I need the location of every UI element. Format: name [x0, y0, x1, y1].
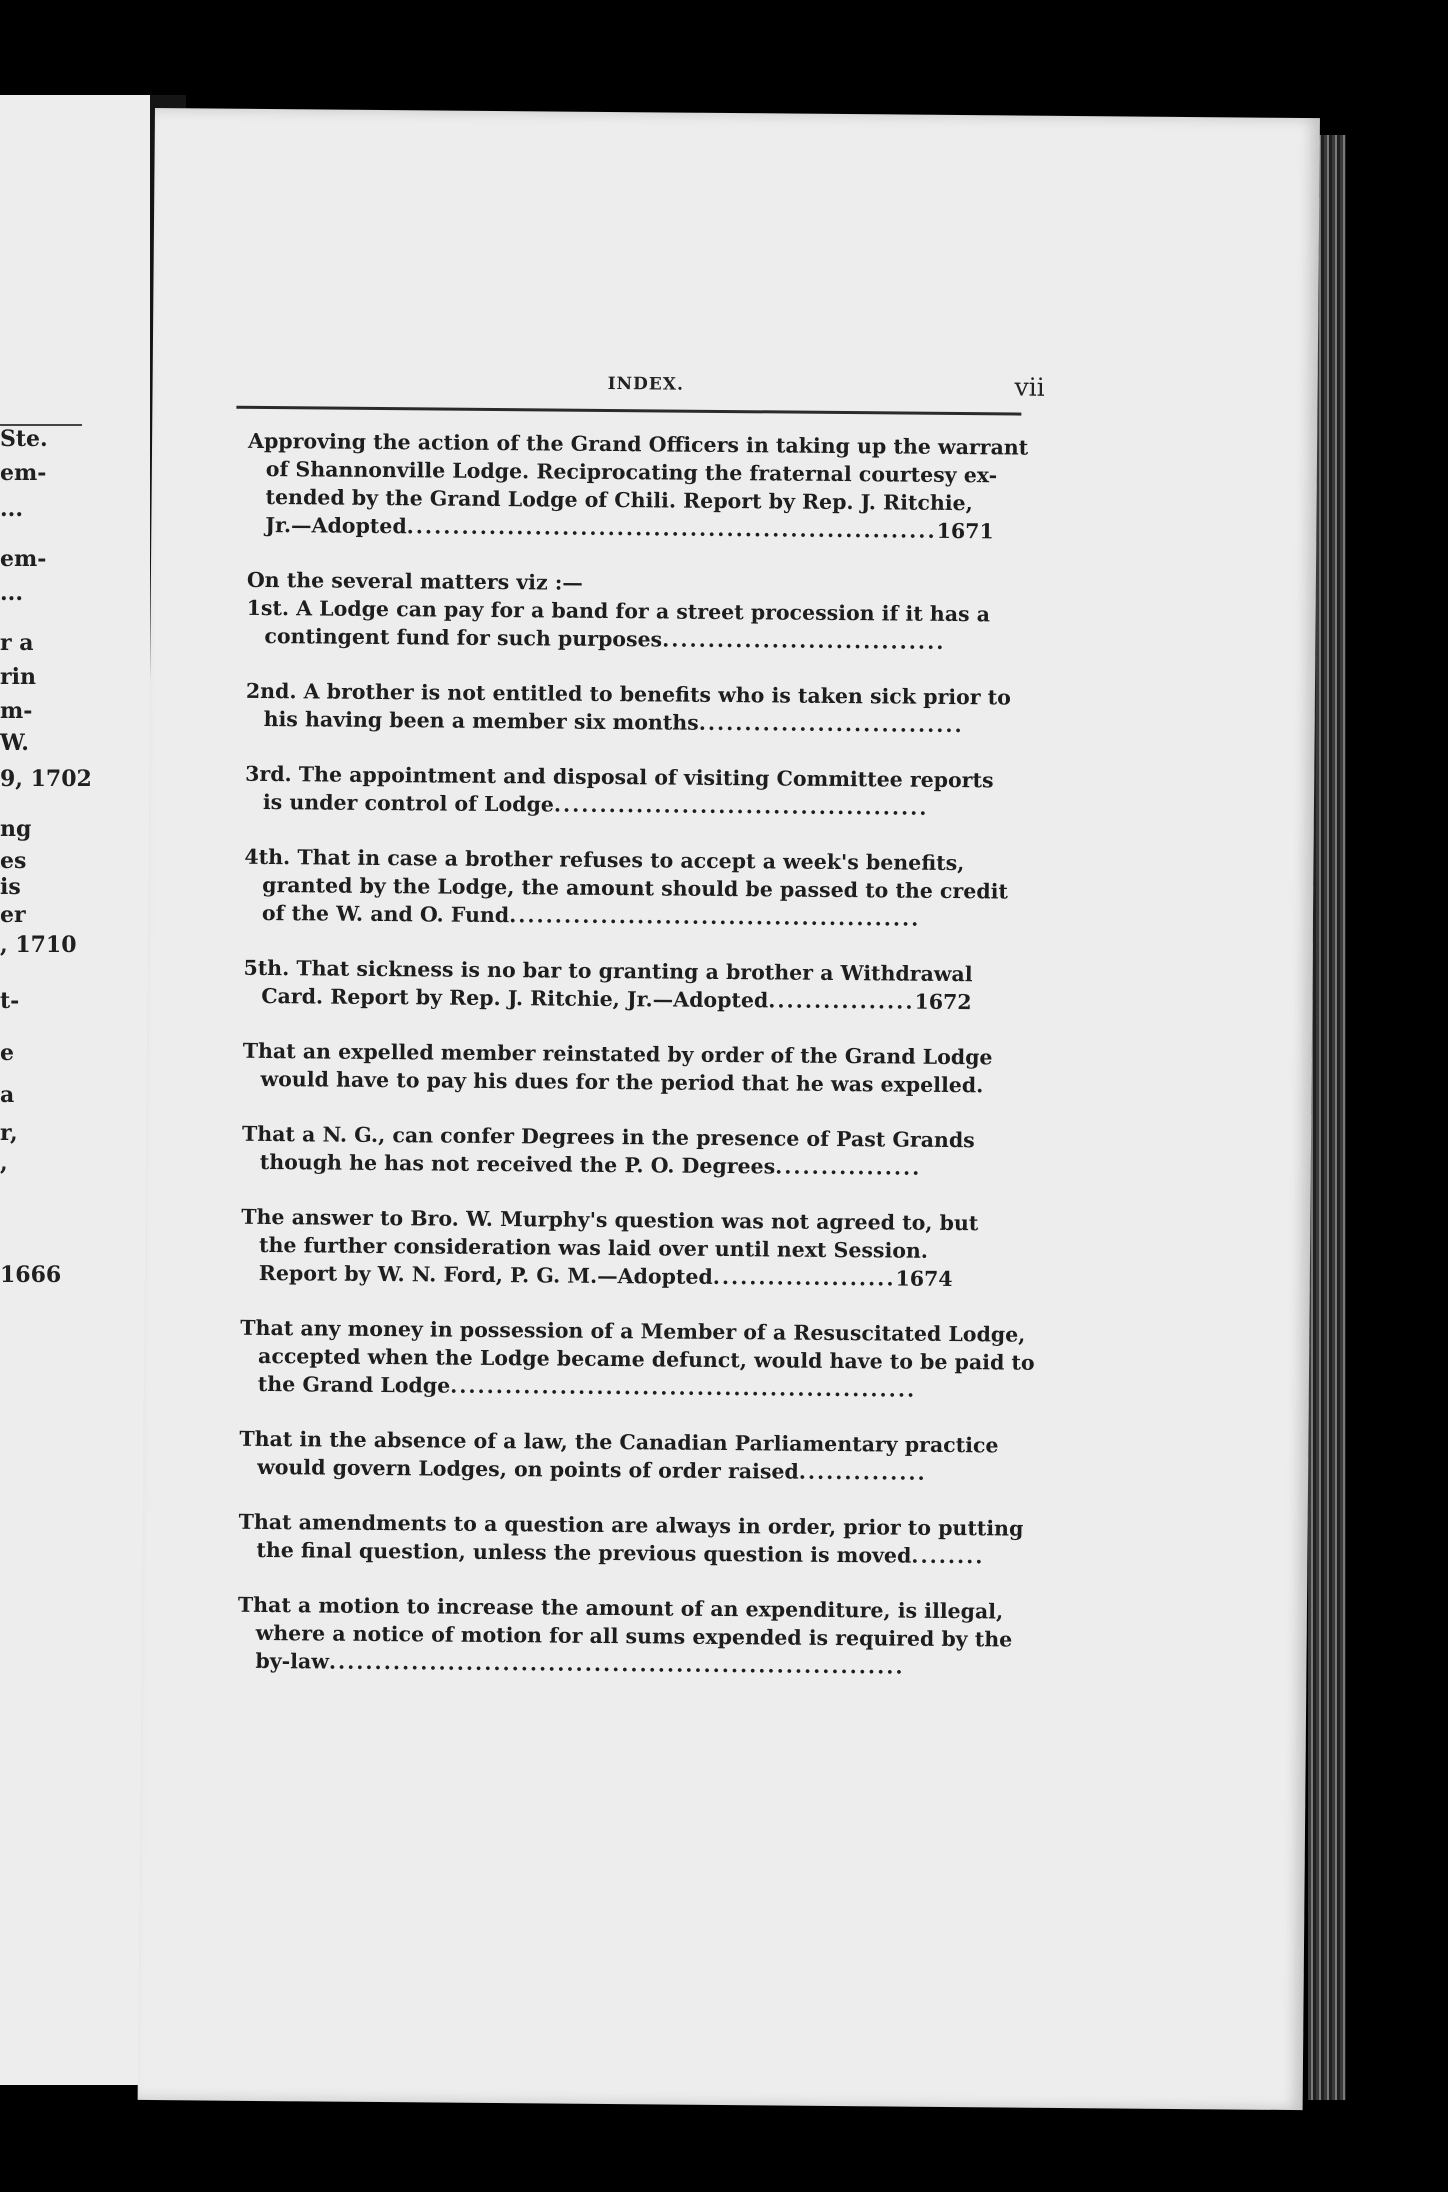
entry-line	[246, 705, 1036, 740]
entry-text: by-law	[255, 1648, 330, 1674]
entry-text: That a N. G., can confer Degrees in the presence of Past Grands	[241, 1121, 975, 1153]
left-page-fragment: rin	[0, 664, 36, 690]
left-page-fragment: er	[0, 902, 26, 928]
entry-line	[246, 622, 1036, 657]
left-page-fragment: is	[0, 874, 21, 900]
entry-text: tended by the Grand Lodge of Chili. Report by Rep. J. Ritchie,	[265, 484, 973, 516]
index-entry	[241, 1203, 1032, 1294]
index-entry	[238, 1508, 1028, 1571]
index-entry	[243, 954, 1033, 1017]
entry-text: where a notice of motion for all sums expended is required by the	[255, 1620, 1013, 1652]
left-page-fragment: 1666	[0, 1262, 62, 1288]
entry-text: Jr.—Adopted	[265, 512, 407, 539]
left-page-fragment: em-	[0, 460, 47, 486]
entry-text: accepted when the Lodge became defunct, would have to be paid to	[258, 1343, 1035, 1375]
index-entry	[244, 843, 1035, 934]
index-entry	[242, 1037, 1032, 1100]
entry-text: 4th. That in case a brother refuses to accept a week's benefits,	[244, 844, 965, 876]
left-page-fragment: es	[0, 848, 27, 874]
entry-line	[247, 511, 1037, 546]
page-reference: 1671	[936, 518, 994, 544]
entry-text: his having been a member six months	[263, 706, 699, 735]
entry-text: 1st. A Lodge can pay for a band for a street procession if it has a	[246, 595, 991, 627]
left-page-fragment: m-	[0, 698, 33, 724]
entry-text: the further consideration was laid over until next Session.	[258, 1232, 929, 1263]
dot-leader: ...................................................	[450, 1373, 917, 1402]
index-entry	[247, 427, 1038, 546]
entry-text: The answer to Bro. W. Murphy's question was not agreed to, but	[241, 1204, 979, 1236]
left-page-fragment: r,	[0, 1120, 18, 1146]
dot-leader: ....................	[712, 1264, 896, 1291]
page-reference: 1674	[895, 1266, 953, 1292]
left-page-fragment: , 1710	[0, 932, 77, 958]
index-entry	[246, 566, 1037, 657]
index-entry	[237, 1591, 1028, 1682]
left-page-fragment: ,	[0, 1150, 8, 1176]
left-page-fragment: 9, 1702	[0, 766, 92, 792]
entry-text: That amendments to a question are always in order, prior to putting	[238, 1509, 1024, 1541]
dot-leader: ................	[775, 1154, 922, 1180]
entry-line	[245, 788, 1035, 823]
entry-line	[240, 1370, 1030, 1405]
entry-text: is under control of Lodge	[262, 789, 554, 817]
index-entry	[246, 677, 1036, 740]
dot-leader: ...............................................................	[328, 1649, 905, 1679]
index-entry	[239, 1425, 1029, 1488]
entry-text: though he has not received the P. O. Degrees	[259, 1149, 776, 1179]
entry-text: On the several matters viz :—	[246, 567, 583, 595]
entry-line	[238, 1536, 1028, 1571]
entry-text: That any money in possession of a Member of a Resuscitated Lodge,	[240, 1315, 1026, 1347]
entry-text: 5th. That sickness is no bar to granting a brother a Withdrawal	[243, 955, 973, 987]
left-page-fragment: ng	[0, 816, 32, 842]
index-page	[138, 108, 1320, 2110]
left-page-fragment: r a	[0, 630, 34, 656]
page-number: vii	[1014, 372, 1045, 402]
left-page-fragment: a	[0, 1082, 15, 1108]
entry-text: contingent fund for such purposes	[264, 623, 663, 652]
dot-leader: ...............................	[662, 627, 946, 654]
entry-text: Approving the action of the Grand Officers in taking up the warrant	[247, 428, 1029, 460]
left-facing-page	[0, 95, 160, 2085]
entry-text: Card. Report by Rep. J. Ritchie, Jr.—Adopted	[261, 983, 769, 1013]
entry-text: of the W. and O. Fund	[261, 900, 510, 928]
left-page-fragment: e	[0, 1040, 14, 1066]
entry-line	[241, 1259, 1031, 1294]
entry-text: granted by the Lodge, the amount should be passed to the credit	[262, 872, 1008, 904]
entry-text: the Grand Lodge	[257, 1371, 451, 1398]
entry-line	[242, 1148, 1032, 1183]
dot-leader: .............................	[698, 710, 964, 738]
dot-leader: ..............	[798, 1459, 927, 1485]
entry-text: 3rd. The appointment and disposal of visiting Committee reports	[245, 761, 994, 793]
dot-leader: ..........................................................	[406, 514, 937, 543]
page-reference: 1672	[914, 989, 972, 1015]
entry-line	[243, 982, 1033, 1017]
left-page-fragment: em-	[0, 546, 47, 572]
entry-line	[244, 899, 1034, 934]
index-entries	[237, 427, 1038, 1709]
entry-line	[242, 1065, 1032, 1100]
entry-text: would govern Lodges, on points of order raised	[257, 1454, 799, 1484]
entry-text: That in the absence of a law, the Canadian Parliamentary practice	[239, 1426, 999, 1458]
entry-text: 2nd. A brother is not entitled to benefits who is taken sick prior to	[245, 678, 1011, 710]
entry-text: the final question, unless the previous question is moved	[256, 1537, 912, 1568]
left-page-fragment: ...	[0, 580, 23, 606]
running-head: INDEX.	[607, 373, 685, 395]
dot-leader: .............................................	[509, 903, 921, 931]
left-page-fragment: Ste.	[0, 426, 48, 452]
entry-text: Report by W. N. Ford, P. G. M.—Adopted	[258, 1260, 713, 1289]
left-page-fragment: ...	[0, 496, 23, 522]
dot-leader: .........................................	[553, 792, 929, 820]
entry-text: of Shannonville Lodge. Reciprocating the fraternal courtesy ex-	[265, 456, 998, 488]
index-entry	[245, 760, 1035, 823]
left-page-fragment: W.	[0, 730, 29, 756]
left-page-fragment: t-	[0, 988, 20, 1014]
entry-line	[239, 1453, 1029, 1488]
index-entry	[242, 1120, 1032, 1183]
entry-text: That a motion to increase the amount of an expenditure, is illegal,	[237, 1592, 1004, 1624]
header-rule	[236, 406, 1021, 416]
entry-text: That an expelled member reinstated by order of the Grand Lodge	[242, 1038, 993, 1070]
entry-text: would have to pay his dues for the period that he was expelled.	[260, 1066, 984, 1098]
dot-leader: ........	[911, 1543, 985, 1569]
index-entry	[240, 1314, 1035, 1405]
dot-leader: ................	[768, 988, 915, 1014]
